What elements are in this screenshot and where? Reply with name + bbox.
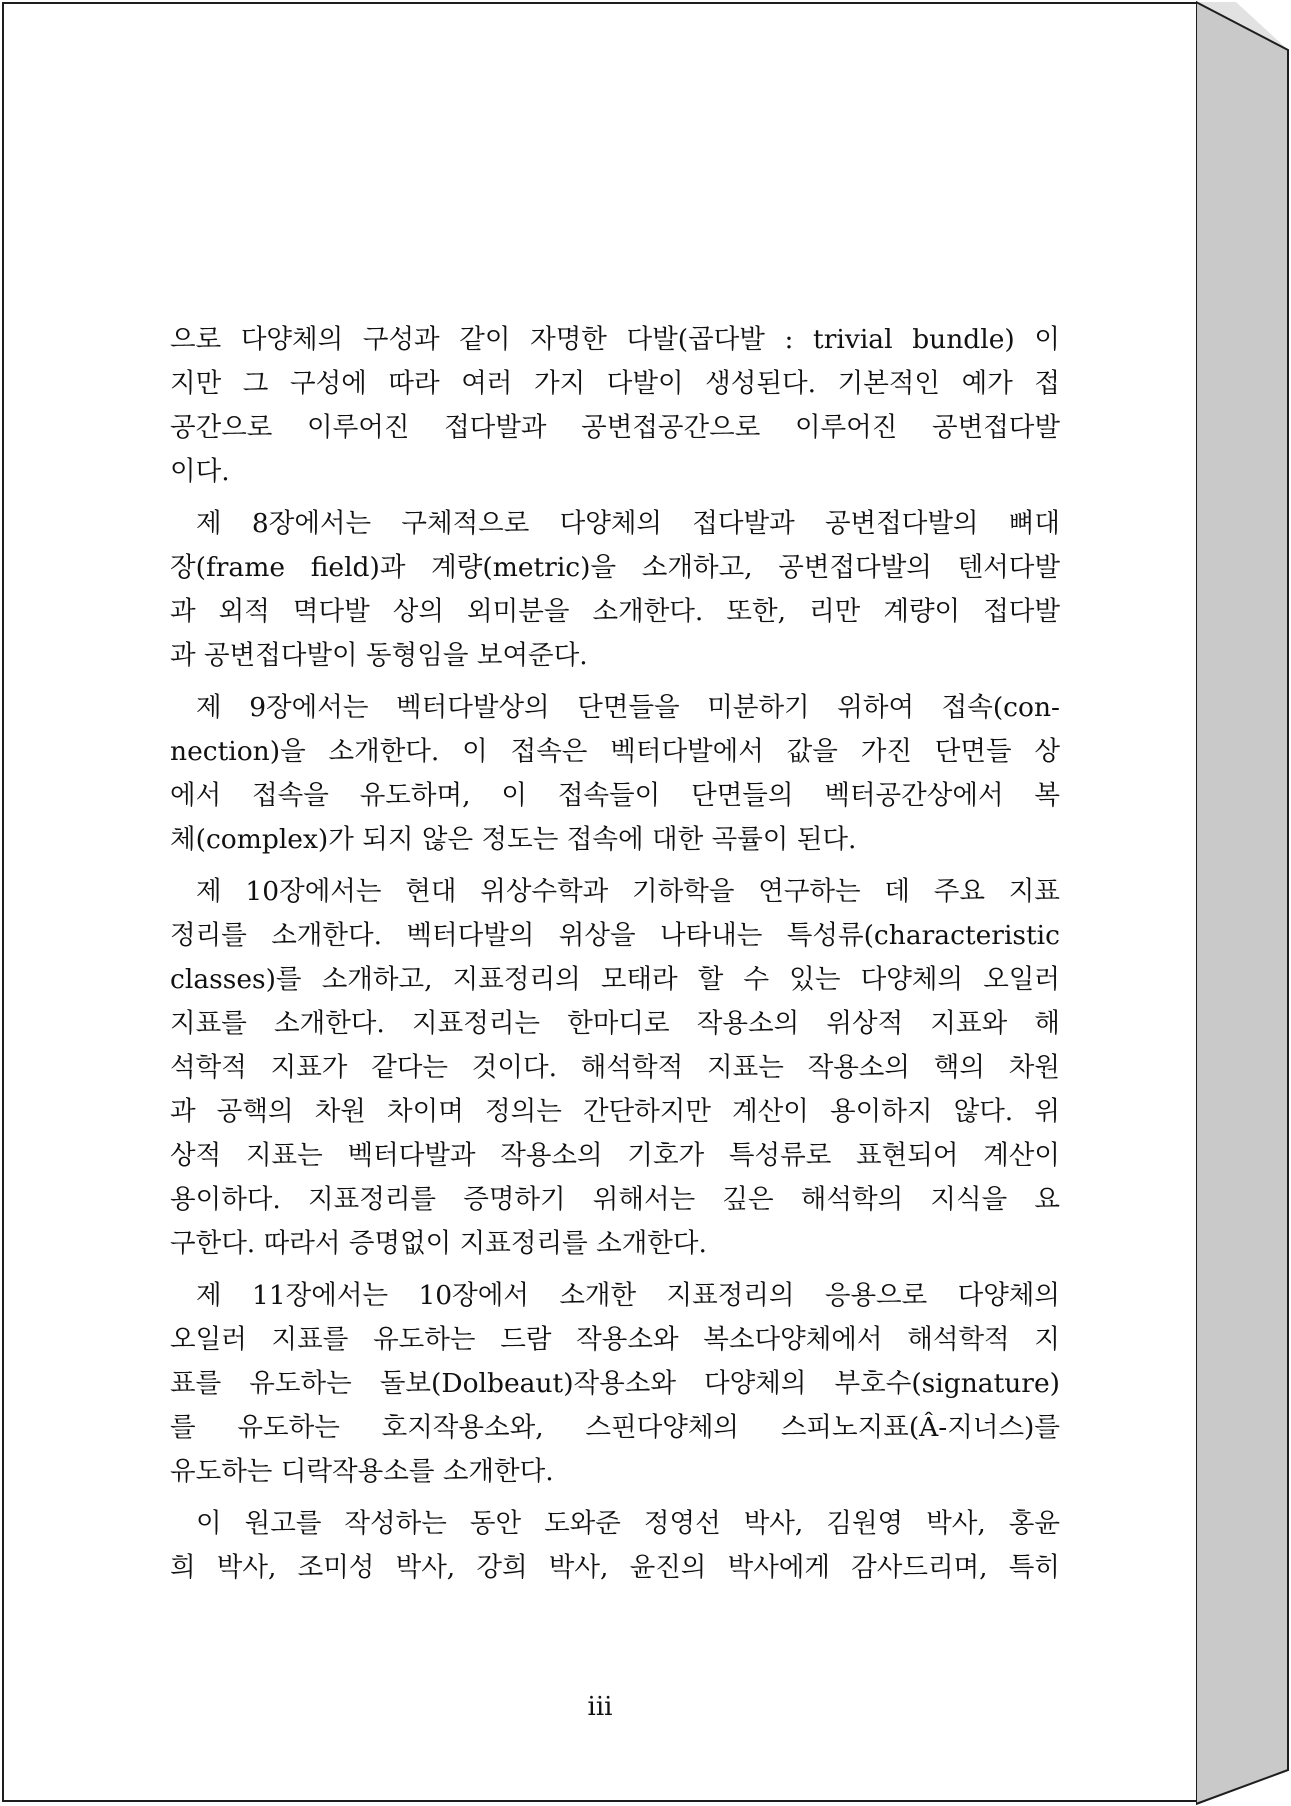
text-line: 오일러 지표를 유도하는 드람 작용소와 복소다양체에서 해석학적 지 [170,1324,1060,1355]
text-line: 제 8장에서는 구체적으로 다양체의 접다발과 공변접다발의 뼈대 [196,508,1060,539]
paragraph [170,502,1060,678]
text-line: nection)을 소개한다. 이 접속은 벡터다발에서 값을 가진 단면들 상 [170,736,1060,767]
paragraph [170,318,1060,494]
text-line: classes)를 소개하고, 지표정리의 모태라 할 수 있는 다양체의 오일러 [170,964,1060,995]
text-line: 정리를 소개한다. 벡터다발의 위상을 나타내는 특성류(characteristic [170,920,1060,951]
book-page [2,2,1198,1802]
text-line: 제 10장에서는 현대 위상수학과 기하학을 연구하는 데 주요 지표 [196,876,1060,907]
text-line: 용이하다. 지표정리를 증명하기 위해서는 깊은 해석학의 지식을 요 [170,1184,1060,1215]
book-spine [1196,0,1291,1806]
text-line: 제 11장에서는 10장에서 소개한 지표정리의 응용으로 다양체의 [196,1280,1060,1311]
text-line: 유도하는 디락작용소를 소개한다. [170,1456,554,1487]
text-line: 제 9장에서는 벡터다발상의 단면들을 미분하기 위하여 접속(con- [196,692,1060,723]
paragraph [170,686,1060,862]
text-line: 과 공변접다발이 동형임을 보여준다. [170,640,588,671]
text-line: 에서 접속을 유도하며, 이 접속들이 단면들의 벡터공간상에서 복 [170,780,1060,811]
text-line: 이 원고를 작성하는 동안 도와준 정영선 박사, 김원영 박사, 홍윤 [196,1508,1060,1539]
text-line: 과 외적 멱다발 상의 외미분을 소개한다. 또한, 리만 계량이 접다발 [170,596,1060,627]
text-line: 지표를 소개한다. 지표정리는 한마디로 작용소의 위상적 지표와 해 [170,1008,1060,1039]
text-line: 체(complex)가 되지 않은 정도는 접속에 대한 곡률이 된다. [170,824,857,855]
text-line: 를 유도하는 호지작용소와, 스핀다양체의 스피노지표(Â-지너스)를 [170,1412,1060,1443]
body-text [170,318,1060,1598]
paragraph [170,1274,1060,1494]
text-line: 상적 지표는 벡터다발과 작용소의 기호가 특성류로 표현되어 계산이 [170,1140,1060,1171]
paragraph [170,870,1060,1266]
text-line: 희 박사, 조미성 박사, 강희 박사, 윤진의 박사에게 감사드리며, 특히 [170,1552,1060,1583]
text-line: 석학적 지표가 같다는 것이다. 해석학적 지표는 작용소의 핵의 차원 [170,1052,1060,1083]
text-line: 이다. [170,456,230,487]
text-line: 표를 유도하는 돌보(Dolbeaut)작용소와 다양체의 부호수(signature) [170,1368,1060,1399]
text-line: 과 공핵의 차원 차이며 정의는 간단하지만 계산이 용이하지 않다. 위 [170,1096,1060,1127]
text-line: 장(frame field)과 계량(metric)을 소개하고, 공변접다발의 텐서다발 [170,552,1060,583]
text-line: 공간으로 이루어진 접다발과 공변접공간으로 이루어진 공변접다발 [170,412,1060,443]
text-line: 지만 그 구성에 따라 여러 가지 다발이 생성된다. 기본적인 예가 접 [170,368,1060,399]
text-line: 구한다. 따라서 증명없이 지표정리를 소개한다. [170,1228,707,1259]
book-spine-side [1196,2,1288,1804]
text-line: 으로 다양체의 구성과 같이 자명한 다발(곱다발 : trivial bundle) 이 [170,324,1060,355]
paragraph [170,1502,1060,1590]
page-number: iii [587,1692,613,1722]
